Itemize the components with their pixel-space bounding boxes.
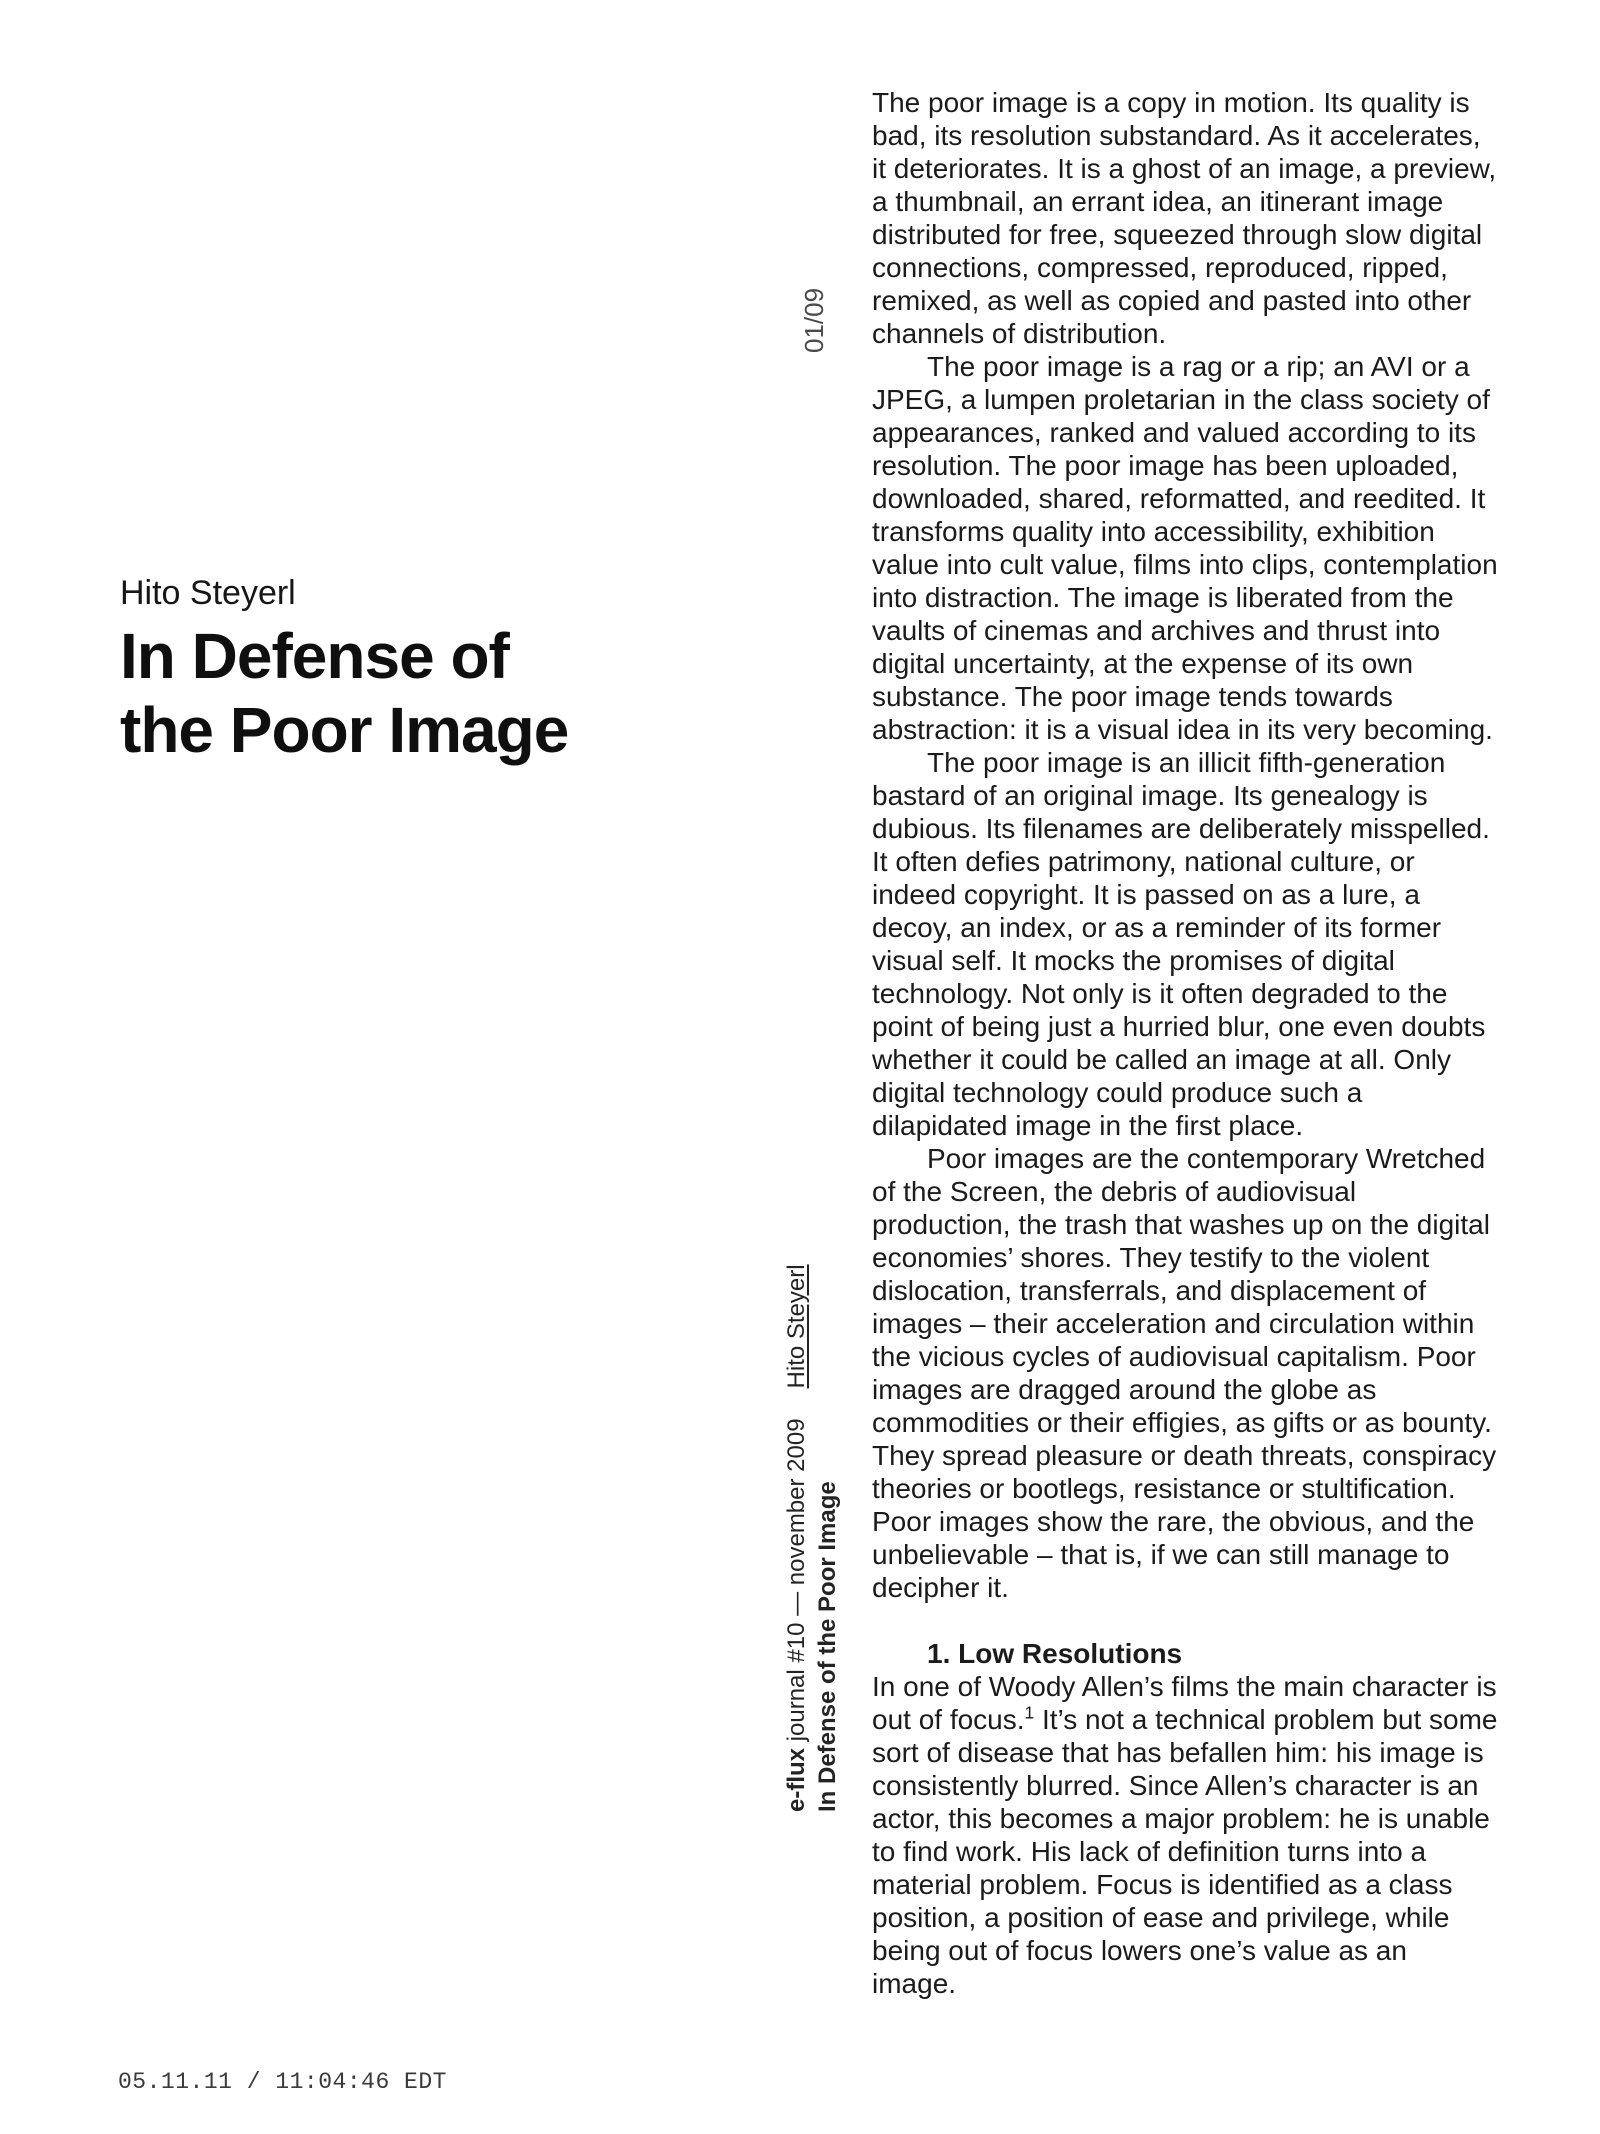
paragraph-3: The poor image is an illicit fifth-generation bastard of an original image. Its genealogy is dubious. Its filenames are deliberately misspelled. It often defies patrimony, national culture, or indeed copyright. It is passed on as a lure, a decoy, an index, or as a reminder of its former visual self. It mocks the promises of digital technology. Not only is it often degraded to the point of being just a hurried blur, one even doubts whether it could be called an image at all. Only digital technology could produce such a dilapidated image in the first place. [872,747,1490,1141]
section-text-after-footnote: It’s not a technical problem but some sort of disease that has befallen him: his image is consistently blurred. Since Allen’s character is an actor, this becomes a major problem: he is unable to find work. His lack of definition turns into a material problem. Focus is identified as a class position, a position of ease and privilege, while being out of focus lowers one’s value as an image. [872,1704,1498,1999]
author-name: Hito Steyerl [120,574,296,612]
page-number-vertical: 01/09 [799,287,829,353]
article-title [120,619,568,767]
masthead-article-title: In Defense of the Poor Image [814,1481,841,1812]
paragraph-2: The poor image is a rag or a rip; an AVI or a JPEG, a lumpen proletarian in the class society of appearances, ranked and valued according to its resolution. The poor image has been uploaded, downloaded, shared, reformatted, and reedited. It transforms quality into accessibility, exhibition value into cult value, films into clips, contemplation into distraction. The image is liberated from the vaults of cinemas and archives and thrust into digital uncertainty, at the expense of its own substance. The poor image tends towards abstraction: it is a visual idea in its very becoming. [872,351,1498,745]
section-heading-low-resolutions: 1. Low Resolutions [927,1638,1183,1669]
journal-issue-date: journal #10 — november 2009 [783,1418,810,1748]
paragraph-low-resolutions [872,1670,1498,2000]
page-timestamp: 05.11.11 / 11:04:46 EDT [118,2069,447,2095]
paragraph-4: Poor images are the contemporary Wretched of the Screen, the debris of audiovisual production, the trash that washes up on the digital economies’ shores. They testify to the violent dislocation, transferrals, and displacement of images – their acceleration and circulation within the vicious cycles of audiovisual capitalism. Poor images are dragged around the globe as commodities or their effigies, as gifts or as bounty. They spread pleasure or death threats, conspiracy theories or bootlegs, resistance or stultification. Poor images show the rare, the obvious, and the unbelievable – that is, if we can still manage to decipher it. [872,1143,1497,1603]
paragraph-1: The poor image is a copy in motion. Its quality is bad, its resolution substandard. As it accelerates, it deteriorates. It is a ghost of an image, a preview, a thumbnail, an errant idea, an itinerant image distributed for free, squeezed through slow digital connections, compressed, reproduced, ripped, remixed, as well as copied and pasted into other channels of distribution. [872,87,1497,349]
footnote-ref-1: 1 [1024,1702,1035,1723]
masthead-journal-line [781,1264,812,1812]
article-body [872,86,1498,2000]
journal-masthead-vertical [781,1264,845,1812]
article-title-line1: In Defense of [120,620,509,692]
masthead-author: Hito Steyerl [783,1264,810,1389]
journal-name: e-flux [783,1747,810,1812]
article-title-line2: the Poor Image [120,694,569,766]
section-text-before-footnote: In one of Woody Allen’s films the main character is out of focus. [872,1671,1497,1735]
title-block [120,573,568,767]
